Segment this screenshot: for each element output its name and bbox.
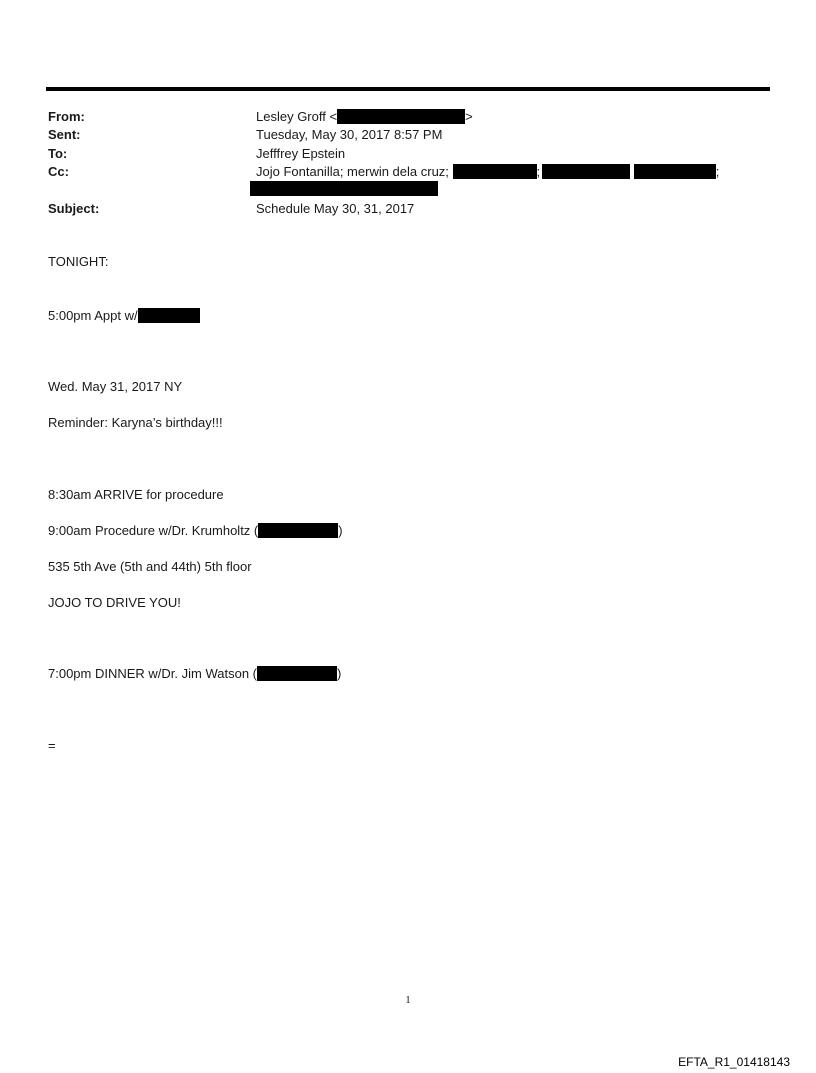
from-close: > xyxy=(465,109,473,124)
redaction-box xyxy=(634,164,716,179)
dinner-close: ) xyxy=(337,666,342,681)
header-divider xyxy=(46,87,770,91)
redaction-box xyxy=(258,523,338,538)
cc-names: Jojo Fontanilla; merwin dela cruz; xyxy=(256,164,449,179)
cc-label: Cc: xyxy=(48,164,69,179)
from-name: Lesley Groff < xyxy=(256,109,338,124)
tonight-heading: TONIGHT: xyxy=(48,254,109,269)
sent-value: Tuesday, May 30, 2017 8:57 PM xyxy=(256,127,443,142)
dinner-text: 7:00pm DINNER w/Dr. Jim Watson ( xyxy=(48,666,258,681)
subject-label: Subject: xyxy=(48,201,100,216)
procedure-text: 9:00am Procedure w/Dr. Krumholtz ( xyxy=(48,523,259,538)
redaction-box xyxy=(257,666,337,681)
appt-text: 5:00pm Appt w/ xyxy=(48,308,138,323)
redaction-box xyxy=(453,164,537,179)
reminder-line: Reminder: Karyna’s birthday!!! xyxy=(48,415,223,430)
sent-label: Sent: xyxy=(48,127,81,142)
arrive-line: 8:30am ARRIVE for procedure xyxy=(48,487,224,502)
redaction-box xyxy=(542,164,630,179)
procedure-line xyxy=(48,522,343,540)
page-number: 1 xyxy=(405,994,411,1006)
dinner-line xyxy=(48,665,341,683)
bates-number: EFTA_R1_01418143 xyxy=(678,1055,790,1069)
appt-line xyxy=(48,307,200,325)
from-value xyxy=(256,108,473,126)
redaction-box xyxy=(250,181,438,196)
subject-value: Schedule May 30, 31, 2017 xyxy=(256,201,415,216)
cc-separator: ; xyxy=(536,164,541,179)
address-line: 535 5th Ave (5th and 44th) 5th floor xyxy=(48,559,252,574)
cc-separator: ; xyxy=(715,164,720,179)
redaction-box xyxy=(138,308,200,323)
wed-date-line: Wed. May 31, 2017 NY xyxy=(48,379,183,394)
drive-line: JOJO TO DRIVE YOU! xyxy=(48,595,181,610)
equals-line: = xyxy=(48,738,56,753)
cc-value xyxy=(256,163,719,181)
from-label: From: xyxy=(48,109,85,124)
to-value: Jefffrey Epstein xyxy=(256,146,346,161)
redaction-box xyxy=(337,109,465,124)
procedure-close: ) xyxy=(338,523,343,538)
to-label: To: xyxy=(48,146,68,161)
